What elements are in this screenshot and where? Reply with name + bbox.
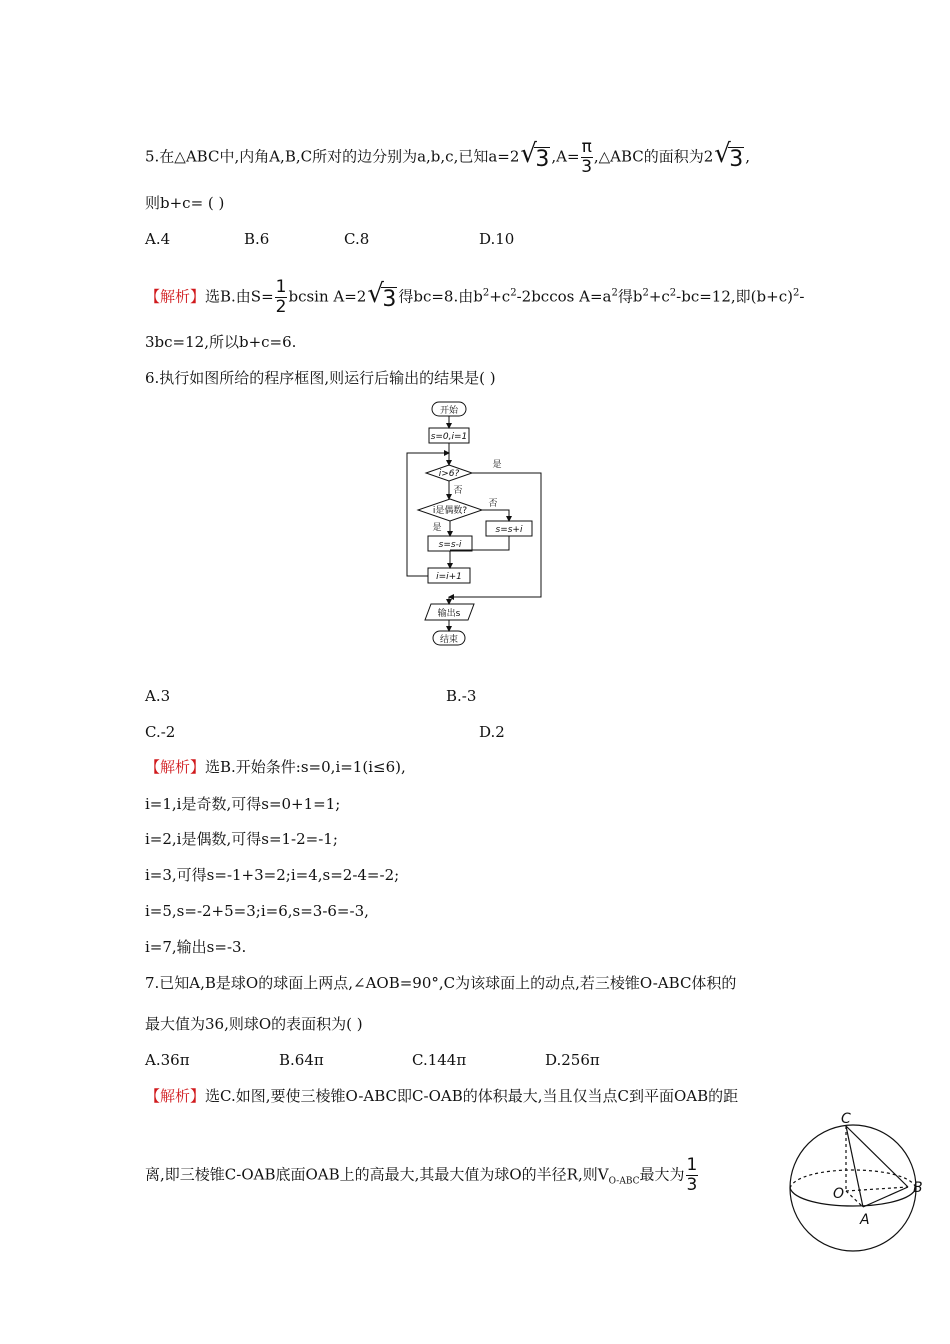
sqrt-3-a: √ 3 bbox=[520, 138, 550, 172]
pi-over-3: $\frac{\pi}{3}$ bbox=[581, 137, 593, 177]
flow-output-label: 输出s bbox=[437, 609, 461, 619]
q5-option-c: C.8 bbox=[344, 230, 370, 248]
q6-answer-line2: i=1,i是奇数,可得s=0+1=1; bbox=[145, 795, 341, 813]
q6-option-b: B.-3 bbox=[446, 687, 477, 705]
q7-option-a: A.36π bbox=[145, 1051, 190, 1069]
flow-sub-label: s=s-i bbox=[438, 540, 462, 550]
answer-tag: 【解析】 bbox=[145, 758, 206, 776]
sqrt-3-c: √ 3 bbox=[367, 278, 397, 312]
q6-stem: 6.执行如图所给的程序框图,则运行后输出的结果是( ) bbox=[145, 369, 496, 387]
sphere-label-a: A bbox=[860, 1212, 870, 1228]
flow-add-label: s=s+i bbox=[495, 525, 523, 535]
q7-stem: 7.已知A,B是球O的球面上两点,∠AOB=90°,C为该球面上的动点,若三棱锥O-ABC体积的 bbox=[145, 974, 737, 992]
q6-answer-line1: 【解析】选B.开始条件:s=0,i=1(i≤6), bbox=[145, 758, 406, 776]
flowchart bbox=[0, 395, 950, 655]
q5-option-d: D.10 bbox=[479, 230, 515, 248]
one-half: $\frac{1}{2}$ bbox=[275, 277, 287, 317]
flow-end-label: 结束 bbox=[439, 635, 459, 645]
flow-init-label: s=0,i=1 bbox=[430, 432, 468, 442]
q7-option-b: B.64π bbox=[279, 1051, 324, 1069]
one-third: $\frac{1}{3}$ bbox=[686, 1155, 698, 1195]
sphere-label-o: O bbox=[833, 1186, 845, 1202]
q5-option-b: B.6 bbox=[244, 230, 270, 248]
q6-answer-line5: i=5,s=-2+5=3;i=6,s=3-6=-3, bbox=[145, 902, 369, 920]
q6-answer-line3: i=2,i是偶数,可得s=1-2=-1; bbox=[145, 830, 338, 848]
sphere-label-b: B bbox=[913, 1180, 923, 1196]
q7-answer-line2: 离,即三棱锥C-OAB底面OAB上的高最大,其最大值为球O的半径R,则$V_{O-ABC}$最大为 $\frac{1}{3}$ bbox=[145, 1155, 698, 1195]
q6-option-d: D.2 bbox=[479, 723, 505, 741]
flow-yes2-label: 是 bbox=[432, 523, 442, 533]
q5-stem: 5.在△ABC中,内角A,B,C所对的边分别为a,b,c,已知a=2 √ 3 ,A= $\frac{\pi}{3}$ ,△ABC的面积为2 √ 3 , bbox=[145, 137, 751, 177]
q6-option-c: C.-2 bbox=[145, 723, 176, 741]
flow-cond2-label: i是偶数? bbox=[432, 506, 468, 516]
flow-start-label: 开始 bbox=[439, 406, 459, 416]
q6-answer-line6: i=7,输出s=-3. bbox=[145, 938, 247, 956]
q6-answer-line4: i=3,可得s=-1+3=2;i=4,s=2-4=-2; bbox=[145, 866, 400, 884]
flow-yes1-label: 是 bbox=[492, 460, 502, 470]
q7-option-c: C.144π bbox=[412, 1051, 467, 1069]
q5-stem-part: 5.在△ABC中,内角A,B,C所对的边分别为a,b,c,已知a=2 bbox=[145, 147, 520, 166]
answer-tag: 【解析】 bbox=[145, 1087, 206, 1105]
q5-stem-line2: 则b+c= ( ) bbox=[145, 194, 225, 212]
sphere-outline bbox=[790, 1125, 916, 1251]
answer-tag: 【解析】 bbox=[145, 287, 206, 306]
q5-answer-line2: 3bc=12,所以b+c=6. bbox=[145, 333, 297, 351]
equator-back bbox=[790, 1170, 916, 1188]
sqrt-3-b: √ 3 bbox=[714, 138, 744, 172]
sphere-label-c: C bbox=[841, 1111, 851, 1127]
sphere-diagram bbox=[778, 1108, 928, 1258]
flow-no2-label: 否 bbox=[488, 499, 498, 509]
q6-option-a: A.3 bbox=[145, 687, 171, 705]
q5-option-a: A.4 bbox=[145, 230, 171, 248]
flow-no1-label: 否 bbox=[453, 486, 463, 496]
flow-cond1-label: i>6? bbox=[438, 469, 460, 479]
q7-stem-line2: 最大值为36,则球O的表面积为( ) bbox=[145, 1015, 363, 1033]
q5-answer: 【解析】选B.由S= $\frac{1}{2}$ bcsin A=2 √ 3 得bc=8.由$b^2+c^2-2bccos$ $A=a^2$得$b^2+c^2-bc=12$,即$(b+c)^2-$ bbox=[145, 277, 805, 317]
q7-option-d: D.256π bbox=[545, 1051, 600, 1069]
flow-inc-label: i=i+1 bbox=[436, 572, 462, 582]
q7-answer-line1: 【解析】选C.如图,要使三棱锥O-ABC即C-OAB的体积最大,当且仅当点C到平面OAB的距 bbox=[145, 1087, 739, 1105]
